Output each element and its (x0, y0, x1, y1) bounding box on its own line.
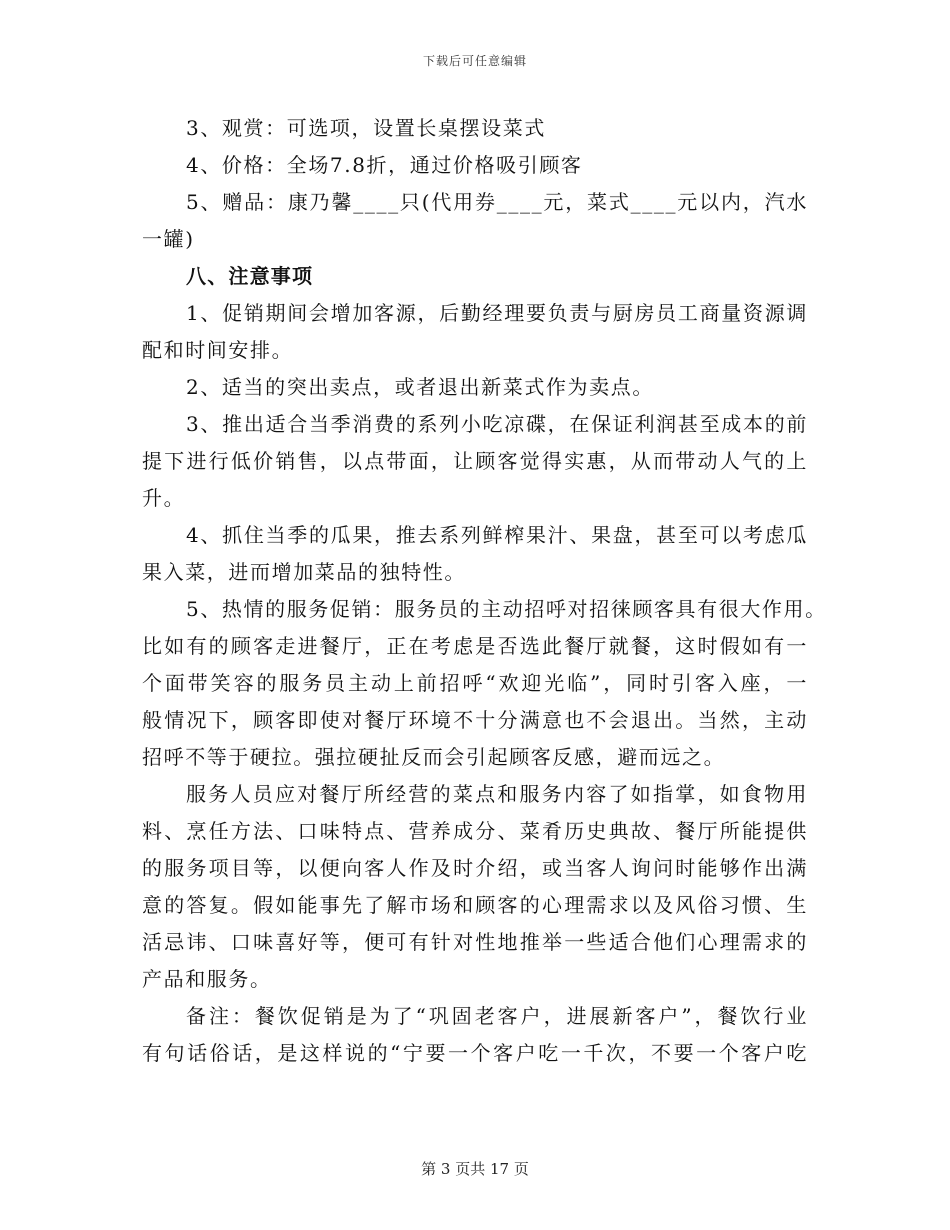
paragraph-line: 4、抓住当季的瓜果，推去系列鲜榨果汁、果盘，甚至可以考虑瓜 (186, 523, 808, 547)
paragraph-line: 服务人员应对餐厅所经营的菜点和服务内容了如指掌，如食物用 (186, 782, 808, 806)
paragraph-line: 般情况下，顾客即使对餐厅环境不十分满意也不会退出。当然，主动 (142, 708, 808, 732)
paragraph-line: 意的答复。假如能事先了解市场和顾客的心理需求以及风俗习惯、生 (142, 893, 808, 917)
paragraph-line: 5、热情的服务促销：服务员的主动招呼对招徕顾客具有很大作用。 (186, 597, 827, 621)
paragraph-line: 比如有的顾客走进餐厅，正在考虑是否选此餐厅就餐，这时假如有一 (142, 634, 808, 658)
document-body (142, 110, 827, 1072)
paragraph-line: 2、适当的突出卖点，或者退出新菜式作为卖点。 (186, 375, 654, 399)
paragraph-line: 3、推出适合当季消费的系列小吃凉碟，在保证利润甚至成本的前 (186, 412, 808, 436)
paragraph-line: 配和时间安排。 (142, 338, 294, 362)
paragraph-line: 个面带笑容的服务员主动上前招呼“欢迎光临”，同时引客入座，一 (142, 671, 808, 695)
paragraph-line: 提下进行低价销售，以点带面，让顾客觉得实惠，从而带动人气的上 (142, 449, 808, 473)
paragraph-line: 4、价格：全场7.8折，通过价格吸引顾客 (186, 153, 583, 177)
paragraph-line: 5、赠品：康乃馨____只(代用券____元，菜式____元以内，汽水 (186, 190, 808, 214)
page-footer: 第 3 页共 17 页 (421, 1160, 529, 1178)
page-header: 下载后可任意编辑 (422, 54, 527, 68)
paragraph-line: 有句话俗话，是这样说的“宁要一个客户吃一千次，不要一个客户吃 (142, 1041, 808, 1065)
paragraph-line: 一罐) (142, 227, 195, 251)
paragraph-line: 的服务项目等，以便向客人作及时介绍，或当客人询问时能够作出满 (142, 856, 808, 880)
paragraph-line: 活忌讳、口味喜好等，便可有针对性地推举一些适合他们心理需求的 (142, 930, 808, 954)
paragraph-line: 备注：餐饮促销是为了“巩固老客户，进展新客户”，餐饮行业 (186, 1004, 808, 1028)
paragraph-line: 3、观赏：可选项，设置长桌摆设菜式 (186, 116, 546, 140)
paragraph-line: 招呼不等于硬拉。强拉硬扯反而会引起顾客反感，避而远之。 (142, 745, 726, 769)
paragraph-line: 料、烹任方法、口味特点、营养成分、菜肴历史典故、餐厅所能提供 (142, 819, 808, 843)
section-heading: 八、注意事项 (186, 264, 314, 288)
paragraph-line: 产品和服务。 (142, 967, 272, 991)
paragraph-line: 1、促销期间会增加客源，后勤经理要负责与厨房员工商量资源调 (186, 301, 808, 325)
paragraph-line: 升。 (142, 486, 186, 510)
paragraph-line: 果入菜，进而增加菜品的独特性。 (142, 560, 466, 584)
